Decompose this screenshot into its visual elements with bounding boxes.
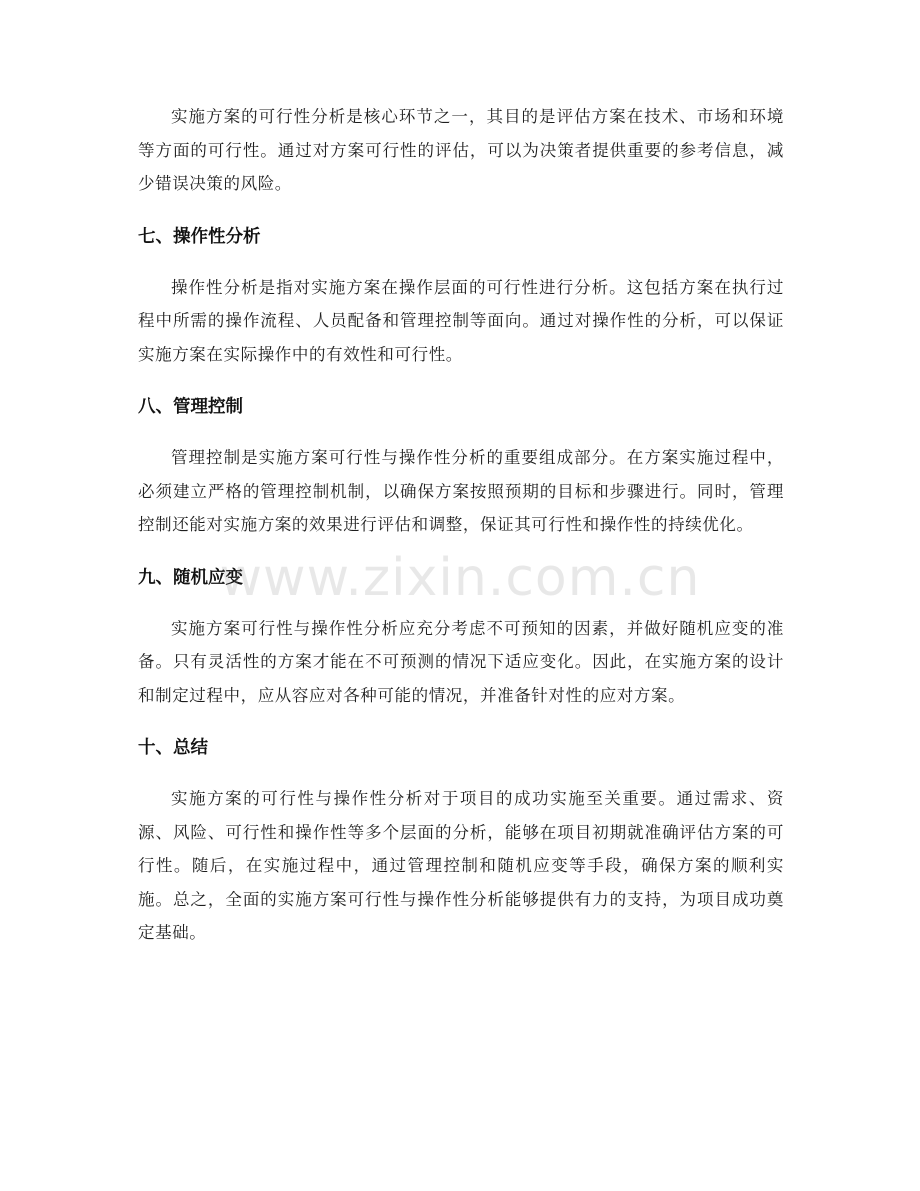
section-heading-adaptability: 九、随机应变 (138, 567, 243, 588)
section-heading-operability: 七、操作性分析 (138, 226, 261, 247)
section-paragraph-management-control: 管理控制是实施方案可行性与操作性分析的重要组成部分。在方案实施过程中，必须建立严格的管理控制机制，以确保方案按照预期的目标和步骤进行。同时，管理控制还能对实施方案的效果进行评估和调整，保证其可行性和操作性的持续优化。 (138, 448, 784, 534)
section-paragraph-adaptability: 实施方案可行性与操作性分析应充分考虑不可预知的因素，并做好随机应变的准备。只有灵活性的方案才能在不可预测的情况下适应变化。因此，在实施方案的设计和制定过程中，应从容应对各种可能的情况，并准备针对性的应对方案。 (138, 618, 784, 705)
section-heading-summary: 十、总结 (138, 738, 208, 758)
document-body (138, 100, 784, 950)
watermark: www.zixin.com.cn (219, 548, 701, 608)
section-paragraph-operability: 操作性分析是指对实施方案在操作层面的可行性进行分析。这包括方案在执行过程中所需的操作流程、人员配备和管理控制等面向。通过对操作性的分析，可以保证实施方案在实际操作中的有效性和可行性。 (138, 277, 784, 364)
intro-paragraph: 实施方案的可行性分析是核心环节之一，其目的是评估方案在技术、市场和环境等方面的可行性。通过对方案可行性的评估，可以为决策者提供重要的参考信息，减少错误决策的风险。 (138, 107, 784, 193)
section-paragraph-summary: 实施方案的可行性与操作性分析对于项目的成功实施至关重要。通过需求、资源、风险、可行性和操作性等多个层面的分析，能够在项目初期就准确评估方案的可行性。随后，在实施过程中，通过管理控制和随机应变等手段，确保方案的顺利实施。总之，全面的实施方案可行性与操作性分析能够提供有力的支持，为项目成功奠定基础。 (138, 789, 784, 942)
section-heading-management-control: 八、管理控制 (138, 397, 243, 417)
